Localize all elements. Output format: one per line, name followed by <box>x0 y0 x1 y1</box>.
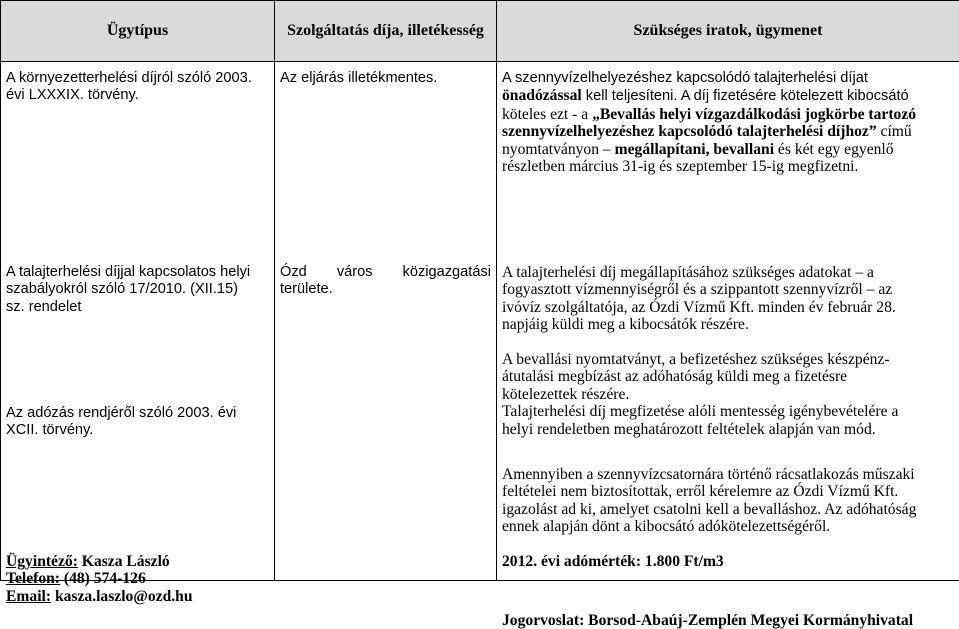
form-delivery-paragraph: A bevallási nyomtatványt, a befizetéshez szükséges készpénz- átutalási megbízást az adóhatóság küldi meg a fizetésre kötelezettek részére. Talajterhelési díj megfizetése alóli mentesség igénybevételére a helyi rendeletben meghatározott feltételek alapján van mód. <box>502 351 954 438</box>
fee-exempt-text: Az eljárás illetékmentes. <box>280 70 491 87</box>
contact-admin: Ügyintéző: Kasza László <box>6 553 269 570</box>
jurisdiction-text: Ózd város közigazgatási területe. <box>280 264 491 299</box>
fee-cell <box>275 62 497 581</box>
legal-remedy: Jogorvoslat: Borsod-Abaúj-Zemplén Megyei Kormányhivatal <box>502 612 954 629</box>
law-environmental-fee: A környezetterhelési díjról szóló 2003. évi LXXXIX. törvény. <box>6 70 269 105</box>
case-type-cell <box>1 62 275 581</box>
documents-cell <box>497 62 959 581</box>
contact-info <box>6 553 269 605</box>
header-row <box>1 1 959 62</box>
self-assessment-paragraph: A szennyvízelhelyezéshez kapcsolódó talajterhelési díjat önadózással kell teljesíteni. A díj fizetésére kötelezett kibocsátó köteles ezt - a „Bevallás helyi vízgazdálkodási jogkörbe tartozó szennyvízelhelyezéshez kapcsolódó talajterhelési díjhoz” című nyomtatványon – megállapítani, bevallani és két egy egyenlő részletben március 31-ig és szeptember 15-ig megfizetni. <box>502 70 954 175</box>
law-tax-procedure: Az adózás rendjéről szóló 2003. évi XCII. törvény. <box>6 405 269 440</box>
data-source-paragraph: A talajterhelési díj megállapításához szükséges adatokat – a fogyasztott vízmennyiségről és a szippantott szennyvízről – az ivóvíz szolgáltatója, az Ózdi Vízmű Kft. minden év február 28. napjáig küldi meg a kibocsátók részére. <box>502 264 954 334</box>
contact-phone: Telefon: (48) 574-126 <box>6 570 269 587</box>
tax-rate: 2012. évi adómérték: 1.800 Ft/m3 <box>502 553 954 570</box>
header-fee: Szolgáltatás díja, illetékesség <box>275 1 497 62</box>
sewer-connection-paragraph: Amennyiben a szennyvízcsatornára történő rácsatlakozás műszaki feltételei nem biztosítottak, erről kérelemre az Ózdi Vízmű Kft. igazolást ad ki, amelyet csatolni kell a bevalláshoz. Az adóhatóság ennek alapján dönt a kibocsátó adókötelezettségéről. <box>502 466 954 536</box>
law-local-regulation: A talajterhelési díjjal kapcsolatos helyi szabályokról szóló 17/2010. (XII.15) sz. rendelet <box>6 264 269 316</box>
header-documents: Szükséges iratok, ügymenet <box>497 1 959 62</box>
header-case-type: Ügytípus <box>1 1 275 62</box>
content-row <box>1 62 959 581</box>
contact-email[interactable]: Email: kasza.laszlo@ozd.hu <box>6 588 269 605</box>
